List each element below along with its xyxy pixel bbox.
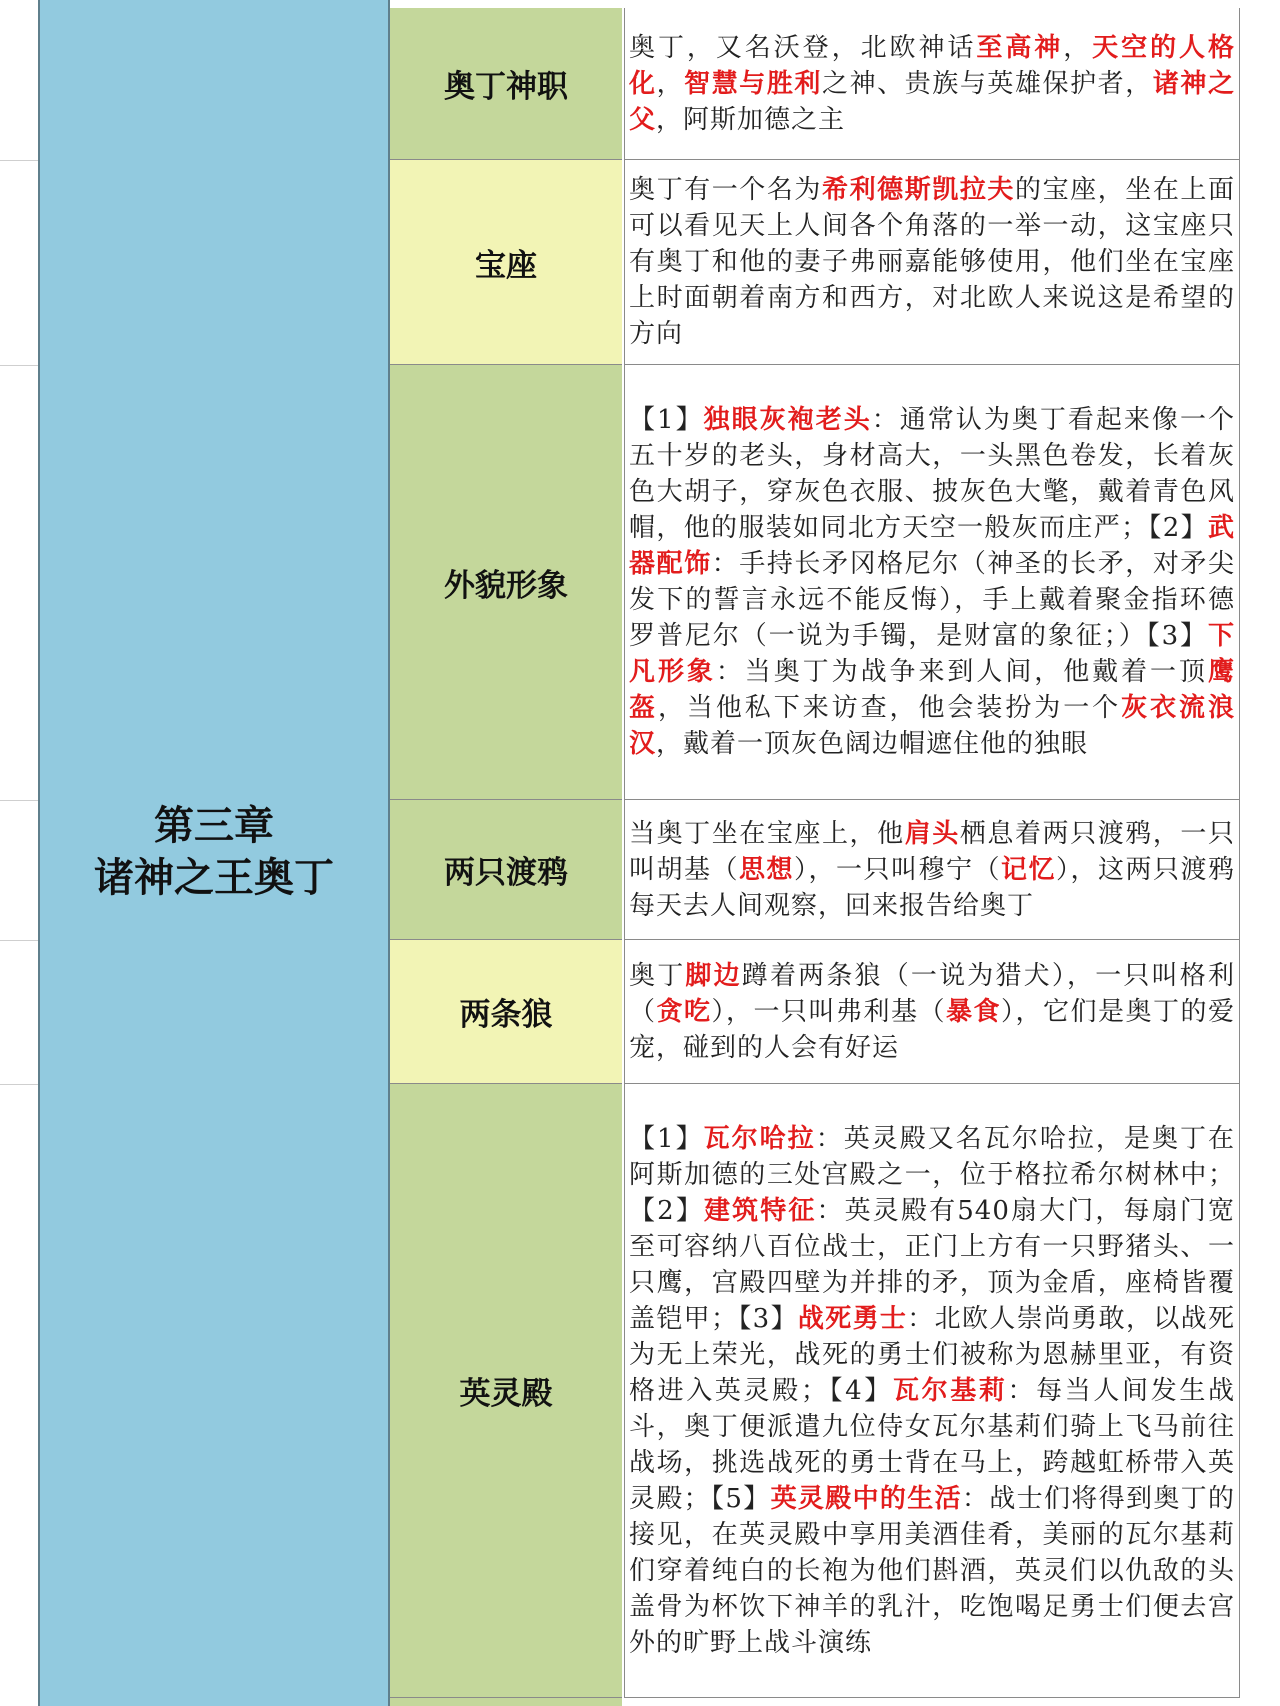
row-label: 宝座 (475, 247, 537, 284)
chapter-name: 诸神之王奥丁 (94, 854, 334, 901)
chapter-title (40, 800, 388, 904)
row-label: 英灵殿 (459, 1376, 553, 1412)
content-text: ：战士们将得到奥丁的接见，在英灵殿中享用美酒佳肴，美丽的瓦尔基莉们穿着纯白的长袍为他们斟酒，英灵们以仇敌的头盖骨为杯饮下神羊的乳汁，吃饱喝足勇士们便去宫外的旷野上战斗演练 (629, 1483, 1235, 1658)
content-text: 奥丁 (629, 960, 686, 991)
highlight-term: 战死勇士 (797, 1303, 908, 1334)
row-content-cell (624, 160, 1240, 365)
row-content (629, 958, 1235, 1066)
highlight-term: 建筑特征 (703, 1195, 817, 1226)
row-label-cell (390, 365, 622, 800)
content-text: ：当奥丁为战争来到人间，他戴着一顶 (715, 657, 1208, 687)
content-text: 【1】 (629, 405, 704, 435)
grid-line (0, 365, 38, 366)
row-label: 奥丁神职 (444, 69, 568, 105)
row-content (629, 1121, 1235, 1661)
next-row-stub (390, 1698, 622, 1706)
left-margin (0, 0, 38, 1706)
content-text: ，戴着一顶灰色阔边帽遮住他的独眼 (656, 729, 1089, 759)
highlight-term: 灰衣流浪汉 (629, 693, 1235, 759)
content-text: ），一只叫弗利基（ (711, 996, 946, 1027)
highlight-term: 至高神 (976, 32, 1064, 63)
highlight-term: 英灵殿中的生活 (770, 1483, 962, 1514)
content-text: ），一只叫穆宁（ (794, 854, 1001, 885)
highlight-term: 瓦尔哈拉 (703, 1123, 816, 1154)
row-label-cell (390, 800, 622, 940)
row-label: 两只渡鸦 (444, 855, 568, 891)
highlight-term: 希利德斯凯拉夫 (822, 175, 1015, 205)
highlight-term: 记忆 (1000, 854, 1056, 885)
content-text: ， (656, 68, 685, 99)
row-content-cell (624, 8, 1240, 160)
content-text: ， (1063, 32, 1093, 63)
content-text: 之神、贵族与英雄保护者， (822, 68, 1153, 99)
highlight-term: 诸神之父 (629, 68, 1235, 135)
content-text: ，阿斯加德之主 (656, 104, 846, 135)
content-text: 蹲着两条狼（一说为猎犬），一只叫格利（ (629, 960, 1235, 1027)
highlight-term: 暴食 (945, 996, 1001, 1027)
chapter-cell (38, 0, 390, 1706)
row-content-cell (624, 800, 1240, 940)
row-content (629, 402, 1235, 762)
highlight-term: 肩头 (904, 818, 960, 849)
content-text: ，当他私下来访查，他会装扮为一个 (657, 693, 1122, 723)
row-label-cell (390, 8, 622, 160)
highlight-term: 天空的人格化 (629, 32, 1235, 99)
highlight-term: 独眼灰袍老头 (703, 405, 872, 435)
highlight-term: 智慧与胜利 (684, 68, 822, 99)
highlight-term: 下凡形象 (629, 621, 1235, 687)
highlight-term: 贪吃 (656, 996, 712, 1027)
row-label: 两条狼 (459, 997, 553, 1033)
highlight-term: 脚边 (685, 960, 742, 991)
content-text: ），这两只渡鸦每天去人间观察，回来报告给奥丁 (629, 854, 1235, 921)
content-text: 奥丁有一个名为 (629, 175, 822, 205)
content-text: ：北欧人崇尚勇敢，以战死为无上荣光，战死的勇士们被称为恩赫里亚，有资格进入英灵殿；【4】 (629, 1303, 1235, 1406)
grid-line (0, 940, 38, 941)
content-text: 栖息着两只渡鸦，一只叫胡基（ (629, 818, 1235, 885)
row-label: 外貌形象 (444, 567, 568, 604)
content-text: 的宝座，坐在上面可以看见天上人间各个角落的一举一动，这宝座只有奥丁和他的妻子弗丽嘉能够使用，他们坐在宝座上时面朝着南方和西方，对北欧人来说这是希望的方向 (629, 175, 1235, 349)
row-content (629, 816, 1235, 924)
content-text: ：英灵殿有540扇大门，每扇门宽至可容纳八百位战士，正门上方有一只野猪头、一只鹰，宫殿四壁为并排的矛，顶为金盾，座椅皆覆盖铠甲；【3】 (629, 1195, 1235, 1334)
row-label-cell (390, 940, 622, 1084)
row-content-cell (624, 940, 1240, 1084)
highlight-term: 瓦尔基莉 (892, 1375, 1008, 1406)
highlight-term: 武器配饰 (629, 513, 1235, 579)
row-content (629, 172, 1235, 352)
content-text: ：手持长矛冈格尼尔（神圣的长矛，对矛尖发下的誓言永远不能反悔），手上戴着聚金指环德罗普尼尔（一说为手镯，是财富的象征；）【3】 (629, 549, 1235, 651)
right-margin (1240, 0, 1280, 1706)
content-text: ），它们是奥丁的爱宠，碰到的人会有好运 (629, 996, 1235, 1063)
row-content-cell (624, 1084, 1240, 1698)
highlight-term: 思想 (739, 854, 794, 885)
content-text: 当奥丁坐在宝座上，他 (629, 818, 905, 849)
grid-line (0, 1084, 38, 1085)
content-text: 奥丁，又名沃登，北欧神话 (629, 32, 977, 63)
content-text: ：通常认为奥丁看起来像一个五十岁的老头，身材高大，一头黑色卷发，长着灰色大胡子，穿灰色衣服、披灰色大氅，戴着青色风帽，他的服装如同北方天空一般灰而庄严；【2】 (629, 405, 1235, 543)
row-content-cell (624, 365, 1240, 800)
row-label-cell (390, 1084, 622, 1698)
content-text: ：英灵殿又名瓦尔哈拉，是奥丁在阿斯加德的三处宫殿之一，位于格拉希尔树林中；【2】 (629, 1123, 1235, 1226)
highlight-term: 鹰盔 (629, 657, 1235, 723)
row-label-cell (390, 160, 622, 365)
grid-line (0, 160, 38, 161)
grid-line (0, 800, 38, 801)
chapter-number: 第三章 (154, 802, 274, 849)
content-text: 【1】 (629, 1123, 704, 1154)
row-content (629, 30, 1235, 138)
content-text: ：每当人间发生战斗，奥丁便派遣九位侍女瓦尔基莉们骑上飞马前往战场，挑选战死的勇士背在马上，跨越虹桥带入英灵殿；【5】 (629, 1375, 1235, 1514)
